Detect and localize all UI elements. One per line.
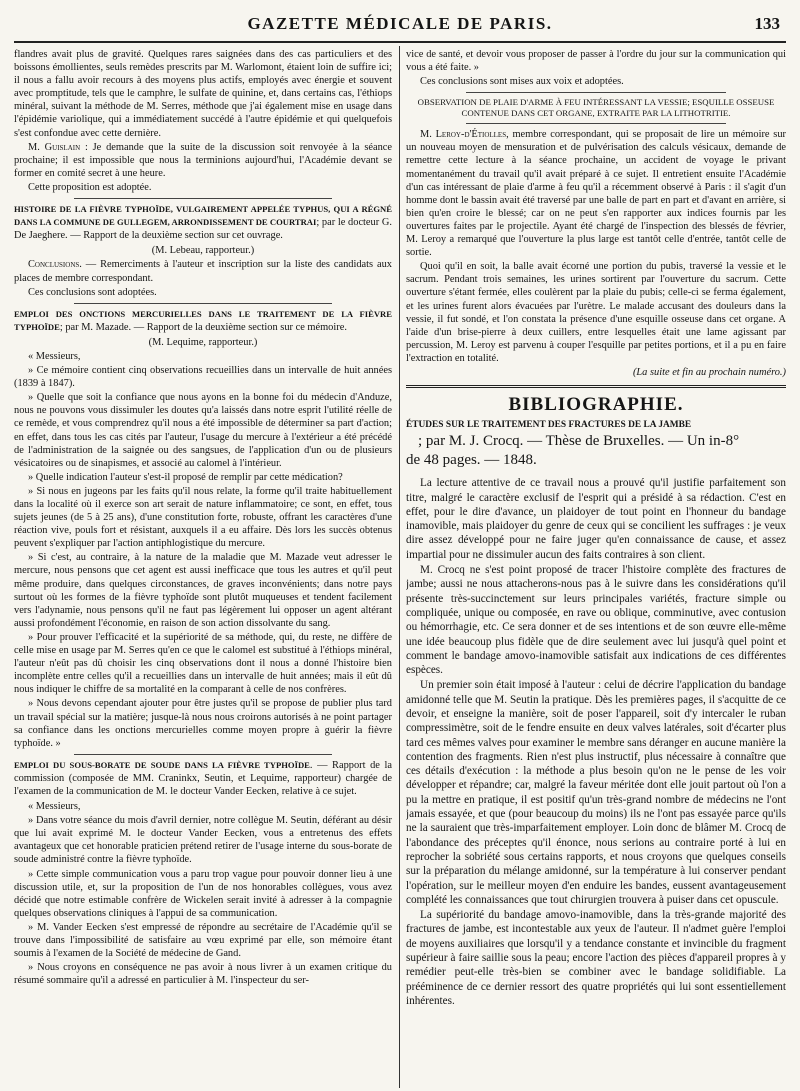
heading-caps: HISTOIRE DE LA FIÈVRE TYPHOÏDE, VULGAIREMENT APPELÉE TYPHUS, QUI A RÉGNÉ DANS LA COMMUNE DE GULLEGEM, ARRONDISSEMENT DE COURTRAI: [14, 204, 392, 228]
book-details: [406, 432, 786, 470]
heading-caps: EMPLOI DU SOUS-BORATE DE SOUDE DANS LA FIÈVRE TYPHOÏDE: [14, 759, 310, 770]
section-rule: [406, 385, 786, 388]
book-pages: de 48 pages. — 1848.: [406, 452, 537, 469]
paragraph: La supériorité du bandage amovo-inamovible, dans la très-grande majorité des fractures de jambe, est incontestable aux yeux de l'auteur. Il n'admet guère l'emploi de moyens auxiliaires que lorsqu'il y a tendance constante et invincible du fragment supérieur à faire saillie sous la peau; encore l'action des pièces d'appareil propres à y remédier peut-elle très-bien se combiner avec le bandage solidifiable. La prééminence de ce dernier ressort des quatre propriétés qui lui sont essentiellement inhérentes.: [406, 909, 786, 1007]
paragraph: Un premier soin était imposé à l'auteur : celui de décrire l'application du bandage amidonné telle que M. Seutin la pratique. Dès les premières pages, il s'acquitte de ce devoir, et enseigne la manière, soit de poser l'appareil, soit d'y intercaler le ruban compressimètre, soit de le fendre ensuite en deux valves latérales, soit d'écarter plus tard ces mêmes valves pour examiner le membre sans déranger en aucune manière la contention des fragments. Rien n'est plus instructif, plus nécessaire à connaître que ces détails d'exécution : la méthode a plus besoin qu'on ne le pense de les voir développer et répandre; car, malgré la faveur méritée dont elle jouit partout où l'on a pu la mettre en pratique, il est positif qu'un très-grand nombre de médecins ne l'ont jamais essayée, et que (pour beaucoup du moins) ils ne l'ont pas essayée parce qu'ils ne la sauraient que très-imparfaitement employer. Loin donc de blâmer M. Crocq de l'abondance des préceptes qu'il énonce, nous serions au contraire porté à lui en reprocher la sobriété sous certains rapports, et nous croyons que quelques conseils sur la préparation du mélange amidonné, sur la température à lui conserver pendant l'opération, sur le meilleur moyen d'en enduire les bandes, eussent avantageusement complété les connaissances que tout chirurgien trouvera à puiser dans cet opuscule.: [406, 679, 786, 906]
paragraph: « Messieurs,: [28, 801, 81, 813]
rapporteur: (M. Lequime, rapporteur.): [148, 336, 258, 348]
paragraph: M. Crocq ne s'est point proposé de tracer l'histoire complète des fractures de jambe; aussi ne nous attacherons-nous pas à le suivre dans les considérations qu'il présente très-succinctement sur leurs principales variétés, fracture simple ou compliquée, unique ou composée, en rave ou oblique, comminutive, avec contusion ou hémorrhagie, etc. Ce sera donner et de ses intentions et de son œuvre elle-même une idée beaucoup plus fidèle que de dire seulement avec lui jusqu'à quel point et comment le bandage amovo-inamovible satisfait aux indications de ces différentes espèces.: [406, 564, 786, 677]
header-rule: [14, 41, 786, 43]
rapporteur: (M. Lebeau, rapporteur.): [151, 245, 255, 257]
separator: [74, 754, 332, 755]
speaker-name: M. Guislain: [28, 141, 81, 153]
section-heading: OBSERVATION DE PLAIE D'ARME À FEU INTÉRESSANT LA VESSIE; ESQUILLE OSSEUSE CONTENUE DANS CET ORGANE, EXTRAITE PAR LA LITHOTRITIE.: [417, 97, 775, 119]
book-author: ; par M. J. Crocq. — Thèse de Bruxelles. — Un in-8°: [418, 433, 740, 450]
paragraph: [14, 258, 392, 284]
heading-rest: ; par le docteur G. De Jaeghere. — Rapport de la deuxième section sur cet ouvrage.: [14, 217, 392, 242]
paragraph-text: , membre correspondant, qui se proposait de lire un mémoire sur un nouveau moyen de mensuration et de pulvérisation des calculs vésicaux, demande de remettre cette lecture à la séance prochaine, un accident de voyage le privant momentanément du travail qu'il avait préparé à ce sujet. Il entretient ensuite l'Académie d'un cas intéressant de plaie d'arme à feu qu'il a récemment observé à Paris : il s'agit d'un homme dont le bassin avait été traversé par une balle de part en part et d'avant en arrière, si bien qu'en croire le blessé; car on ne peut s'en rapporter aux indices fournis par les ouvertures faites par le projectile. Ayant été chargé de l'inspection des blessés de février, M. Leroy a remarqué que l'ouverture la plus large est tantôt celle d'entrée, tantôt celle de sortie.: [406, 129, 786, 259]
heading-rest: ; par M. Mazade. — Rapport de la deuxième section sur ce mémoire.: [59, 321, 347, 333]
page-number: 133: [754, 14, 780, 33]
section-heading: [14, 759, 392, 798]
paragraph: » Quelle indication l'auteur s'est-il proposé de remplir par cette médication?: [28, 471, 343, 483]
paragraph: » Si nous en jugeons par les faits qu'il nous relate, la forme qu'il traite habituellement dans la localité où il exerce son art serait de nature inflammatoire; ce sont, en effet, tous sujets jeunes (de 5 à 25 ans), d'une constitution forte, robuste, offrant les caractères d'une réaction vive, pouls fort et résistant, auxquels il a eu affaire. Dès lors les succès obtenus peuvent s'expliquer par l'action antiphlogistique du mercure.: [14, 485, 392, 550]
book-title: ÉTUDES SUR LE TRAITEMENT DES FRACTURES DE LA JAMBE: [406, 420, 692, 431]
conclusions-label: Conclusions: [28, 259, 80, 271]
paragraph: » Dans votre séance du mois d'avril dernier, notre collègue M. Seutin, déférant au désir que lui avait exprimé M. le docteur Vander Eecken, vous a entretenus des effets avantageux que cet honorable praticien prétend retirer de l'usage interne du sous-borate de soude administré contre la fièvre typhoïde.: [14, 815, 392, 866]
paragraph: vice de santé, et devoir vous proposer de passer à l'ordre du jour sur la communication qui vous a été faite. »: [406, 49, 786, 74]
continuation-note: (La suite et fin au prochain numéro.): [632, 366, 786, 378]
separator: [466, 92, 726, 93]
separator: [74, 198, 332, 199]
separator: [74, 303, 332, 304]
paragraph: [406, 128, 786, 259]
paragraph: » M. Vander Eecken s'est empressé de répondre au secrétaire de l'Académie qu'il se trouve dans l'impossibilité de satisfaire au vœu exprimé par elle, son mémoire étant soumis à l'examen de la Société de médecine de Gand.: [14, 921, 392, 960]
paragraph: Ces conclusions sont mises aux voix et adoptées.: [420, 76, 624, 88]
column-divider: [399, 46, 400, 1088]
section-heading: [14, 203, 392, 242]
paragraph: » Cette simple communication vous a paru trop vague pour pouvoir donner lieu à une discussion utile, et, sur la proposition de l'un de nos honorables collègues, vous avez décidé que notre estimable confrère de Wickelen serait invité à adresser à la compagnie quelques observations cliniques à l'appui de sa communication.: [14, 868, 392, 919]
heading-caps: EMPLOI DES ONCTIONS MERCURIELLES DANS LE TRAITEMENT DE LA FIÈVRE TYPHOÏDE: [14, 308, 392, 332]
paragraph: La lecture attentive de ce travail nous a prouvé qu'il justifie parfaitement son titre, malgré le caractère exclusif de l'esprit qui a présidé à sa rédaction. C'est en effet, pour le dire d'avance, un plaidoyer de tout point en l'honneur du bandage inamovible, mais plaidoyer du genre de ceux qui se concilient les suffrages : je veux dire assez développé pour ne faire juger qu'en connaissance de cause, et assez impartial pour ne dissimuler aucun des faits contraires à son client.: [406, 477, 786, 561]
paragraph: » Pour prouver l'efficacité et la supériorité de sa méthode, qui, du reste, ne diffère de celle mise en usage par M. Serres qu'en ce que le calomel est substitué à l'éthiops minéral, l'auteur n'eût pas dû choisir les cinq observations dont il nous a donné l'histoire bien incomplète entre celles qu'il a recueillies dans un intervalle de huit années; mais il eût dû nous indiquer le chiffre de sa mortalité en la comparant à celle de nos confrères.: [14, 631, 392, 696]
paragraph: » Nous devons cependant ajouter pour être justes qu'il se propose de publier plus tard un travail spécial sur la matière; jusque-là nous nous croirons autorisés à ne point partager sa confiance dans les onctions mercurielles comme moyen propre à guérir la fièvre typhoïde. »: [14, 698, 392, 749]
separator: [466, 123, 726, 124]
paragraph: Cette proposition est adoptée.: [28, 181, 152, 193]
paragraph: « Messieurs,: [28, 350, 81, 362]
paragraph: » Quelle que soit la confiance que nous ayons en la bonne foi du médecin d'Anduze, nous ne pouvons vous dissimuler les doutes qu'a laissés dans notre esprit l'utilité réelle de ce remède, et vous comprendrez qu'il nous a été impossible de déterminer sa part d'action; en effet, dans tous les cas cités par l'auteur, l'usage du mercure à l'extérieur a été précédé de l'administration de la saignée ou des sangsues, de l'application d'un ou de plusieurs vésicatoires ou de sinapismes, et associé au calomel à l'intérieur.: [14, 392, 392, 469]
paragraph: flandres avait plus de gravité. Quelques rares saignées dans des cas particuliers et des boissons émollientes, seuls remèdes prescrits par M. Warlomont, étaient loin de suffire ici; il nous a fallu avoir recours à des moyens plus actifs, employés avec énergie et souvent avec promptitude, tels que le camphre, le sulfate de quinine, et, dans certains cas, l'éthiops minéral, suivant la méthode de M. Serres, méthode que j'ai également mise en usage dans l'épidémie variolique, qui a immédiatement succédé à l'autre épidémie et qui quelquefois s'est confondue avec cette dernière.: [14, 49, 392, 139]
right-column: [406, 48, 786, 1086]
paragraph: » Nous croyons en conséquence ne pas avoir à nous livrer à un examen critique du résumé sommaire qu'il a adressé en particulier à M. l'inspecteur du ser-: [14, 962, 392, 987]
heading-rest: . — Rapport de la commission (composée de MM. Craninkx, Seutin, et Lequime, rapporteur) chargée de l'examen de la communication de M. le docteur Vander Eecken, relative à ce sujet.: [14, 759, 392, 797]
left-column: [14, 48, 392, 1086]
paragraph: Ces conclusions sont adoptées.: [28, 286, 157, 298]
page-header: [0, 0, 800, 44]
bibliography-title: BIBLIOGRAPHIE.: [508, 394, 684, 416]
journal-title: GAZETTE MÉDICALE DE PARIS.: [247, 14, 553, 33]
speech-text: : Je demande que la suite de la discussion soit renvoyée à la séance prochaine; il est impossible que nous la terminions aujourd'hui, l'Académie devant se former en comité secret à une heure.: [14, 141, 392, 179]
paragraph-text: . — Remerciments à l'auteur et inscription sur la liste des candidats aux places de membre correspondant.: [14, 259, 392, 284]
paragraph: [14, 141, 392, 180]
paragraph: » Si c'est, au contraire, à la nature de la maladie que M. Mazade veut adresser le mercure, nous pensons que cet agent est aussi inefficace que tous les autres et qu'il peut même produire, dans quelques circonstances, de graves inconvénients; dans notre pays surtout où les formes de la fièvre typhoïde sont plutôt muqueuses et tendent facilement vers l'adynamie, nous pensons qu'il ne faut pas légèrement lui opposer un agent altérant aussi profondément l'économie, en raison de son action dissolvante du sang.: [14, 552, 392, 629]
speaker-name: M. Leroy-d'Étiolles: [420, 129, 507, 141]
paragraph: Quoi qu'il en soit, la balle avait écorné une portion du pubis, traversé la vessie et le sacrum. Pendant trois semaines, les urines sortirent par l'ouverture du sacrum. Cette ouverture s'étant fermée, elles coulèrent par la plaie du pubis; celle-ci se ferma également, et les urines furent alors évacuées par l'urètre. Le malade accusant des douleurs dans la vessie, il fut sondé, et l'on constata la présence d'une esquille osseuse dans cet organe. A l'aide d'un brise-pierre à deux cuillers, entre lesquelles était une lame agissant par percussion, M. Leroy est parvenu à couper l'esquille par petites portions, et il a pu en faire l'extraction en totalité.: [406, 261, 786, 364]
section-heading: [14, 308, 392, 334]
paragraph: » Ce mémoire contient cinq observations recueillies dans un intervalle de huit années (1839 à 1847).: [14, 365, 392, 390]
